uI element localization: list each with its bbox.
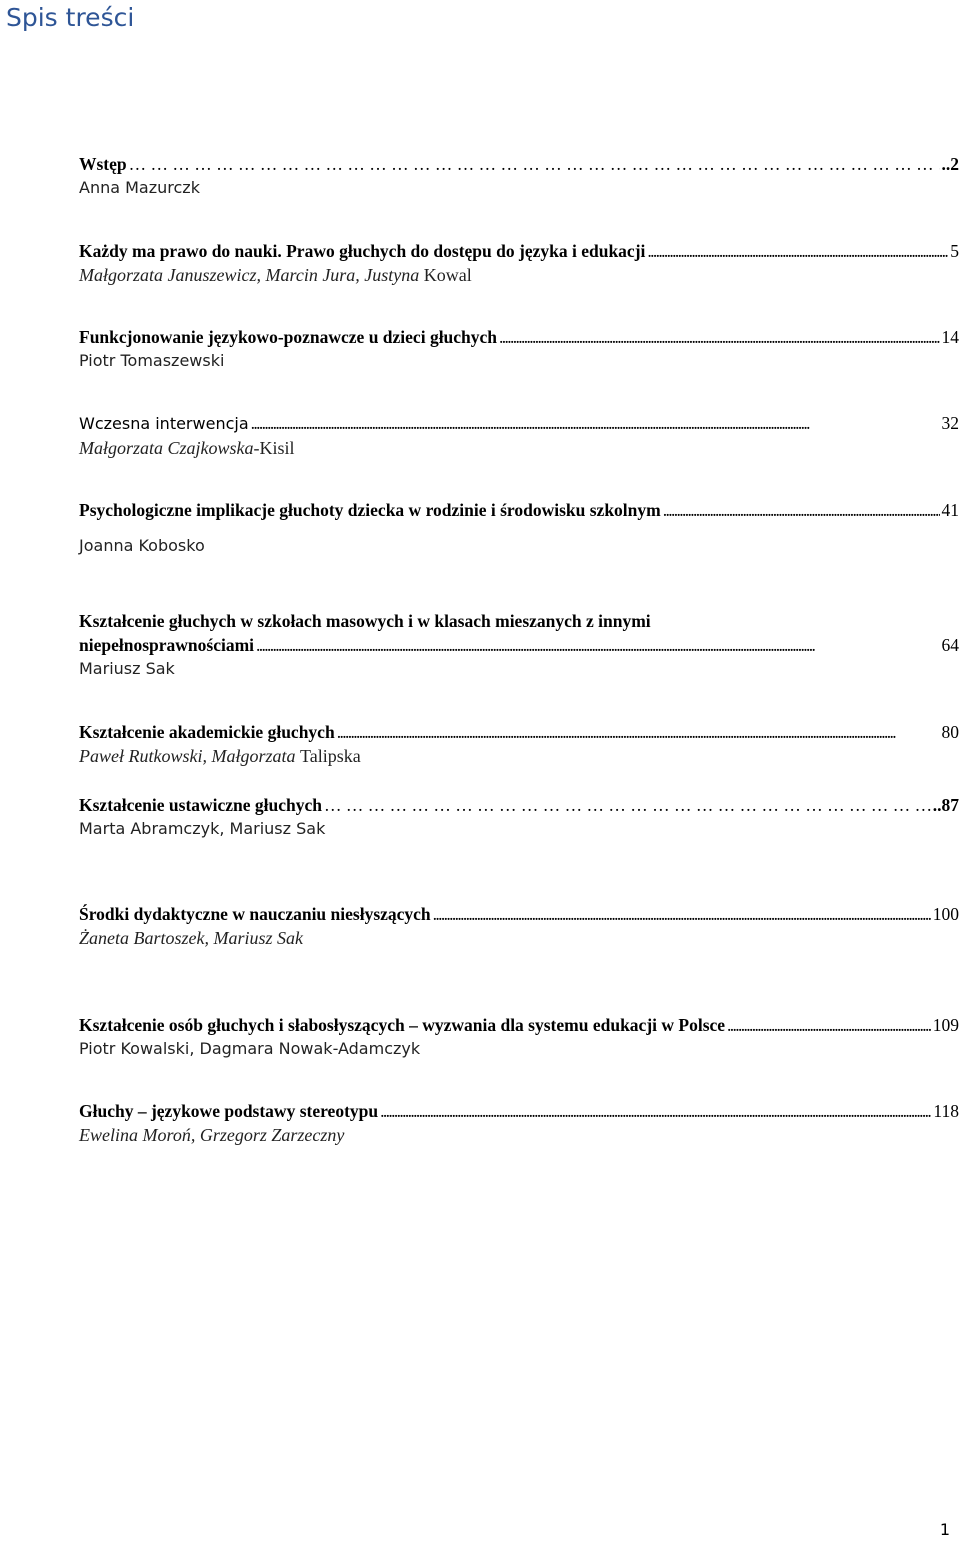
dot-leader [129,152,940,176]
toc-entry-title[interactable]: Funkcjonowanie językowo-poznawcze u dzieci głuchych [79,327,498,347]
toc-entry-author: Żaneta Bartoszek, Mariusz Sak [79,928,303,948]
toc-entry-page: 109 [932,1015,959,1035]
toc-entry-author: Joanna Kobosko [79,536,205,555]
toc-entry-author: Mariusz Sak [79,659,175,678]
page-number: 1 [939,1520,950,1539]
dot-leader [256,633,939,657]
toc-entry-page: 64 [941,635,959,655]
toc-entry-gluchy-stereotyp[interactable] [79,1099,959,1147]
toc-entry-page: 5 [950,241,959,261]
toc-entry-title[interactable]: Psychologiczne implikacje głuchoty dziecka w rodzinie i środowisku szkolnym [79,500,661,520]
toc-entry-wstep[interactable] [79,152,959,200]
toc-entry-title[interactable]: Kształcenie głuchych w szkołach masowych i w klasach mieszanych z innymi [79,611,651,631]
toc-entry-author: Małgorzata Czajkowska-Kisil [79,438,295,458]
toc-entry-author: Paweł Rutkowski, Małgorzata Talipska [79,746,361,766]
toc-entry-title[interactable]: Kształcenie osób głuchych i słabosłyszących – wyzwania dla systemu edukacji w Polsce [79,1015,726,1035]
dot-leader [324,793,931,817]
toc-entry-page: 118 [933,1101,959,1121]
dot-leader [499,325,939,349]
dot-leader [433,902,931,926]
toc-entry-page: 32 [941,413,959,433]
toc-entry-page: ..87 [932,795,959,815]
toc-entry-srodki-dydaktyczne[interactable] [79,902,959,950]
toc-entry-title-line [79,720,959,744]
toc-entry-psychologiczne-implikacje[interactable] [79,498,959,558]
dot-leader [727,1013,931,1037]
toc-entry-title[interactable]: Wczesna interwencja [79,414,249,433]
toc-entry-title-line [79,325,959,349]
dot-leader [380,1099,931,1123]
toc-entry-author: Małgorzata Januszewicz, Marcin Jura, Justyna Kowal [79,265,472,285]
toc-entry-title-line [79,1013,959,1037]
toc-entry-author: Marta Abramczyk, Mariusz Sak [79,819,326,838]
toc-entry-title[interactable]: Głuchy – językowe podstawy stereotypu [79,1101,379,1121]
toc-entry-title[interactable]: Kształcenie akademickie głuchych [79,722,335,742]
toc-entry-ksztalcenie-osob-gluchych[interactable] [79,1013,959,1061]
toc-entry-title-line [79,152,959,176]
dot-leader [647,239,948,263]
toc-entry-author: Piotr Tomaszewski [79,351,225,370]
toc-entry-page: 14 [941,327,959,347]
toc-entry-title[interactable]: Każdy ma prawo do nauki. Prawo głuchych do dostępu do języka i edukacji [79,241,646,261]
dot-leader [663,498,940,522]
toc-entry-ksztalcenie-szkoly-masowe[interactable] [79,609,959,681]
toc-entry-page: 80 [941,722,959,742]
toc-entry-wczesna-interwencja[interactable] [79,411,959,460]
toc-entry-page: 100 [932,904,959,924]
toc-entry-page: ..2 [941,154,959,174]
toc-entry-title-line [79,633,959,657]
toc-entry-ksztalcenie-akademickie[interactable] [79,720,959,768]
toc-entry-author: Ewelina Moroń, Grzegorz Zarzeczny [79,1125,345,1145]
toc-entry-author: Anna Mazurczk [79,178,200,197]
toc-entry-title[interactable]: Wstęp [79,154,127,174]
toc-entry-title-line [79,902,959,926]
toc-entry-title[interactable]: Środki dydaktyczne w nauczaniu niesłyszących [79,904,431,924]
toc-entry-title-line [79,793,959,817]
toc-entry-page: 41 [941,500,959,520]
toc-entry-title-line [79,411,959,436]
toc-entry-prawo-do-nauki[interactable] [79,239,959,287]
toc-entry-title-line [79,239,959,263]
toc-entry-title-line [79,498,959,522]
dot-leader [337,720,940,744]
toc-entry-title-cont[interactable]: niepełnosprawnościami [79,635,255,655]
dot-leader [251,411,940,435]
toc-entry-author: Piotr Kowalski, Dagmara Nowak-Adamczyk [79,1039,421,1058]
toc-entry-title-line [79,1099,959,1123]
toc-entry-title[interactable]: Kształcenie ustawiczne głuchych [79,795,323,815]
toc-entry-ksztalcenie-ustawiczne[interactable] [79,793,959,841]
toc-entry-funkcjonowanie[interactable] [79,325,959,373]
page-title: Spis treści [6,3,135,32]
